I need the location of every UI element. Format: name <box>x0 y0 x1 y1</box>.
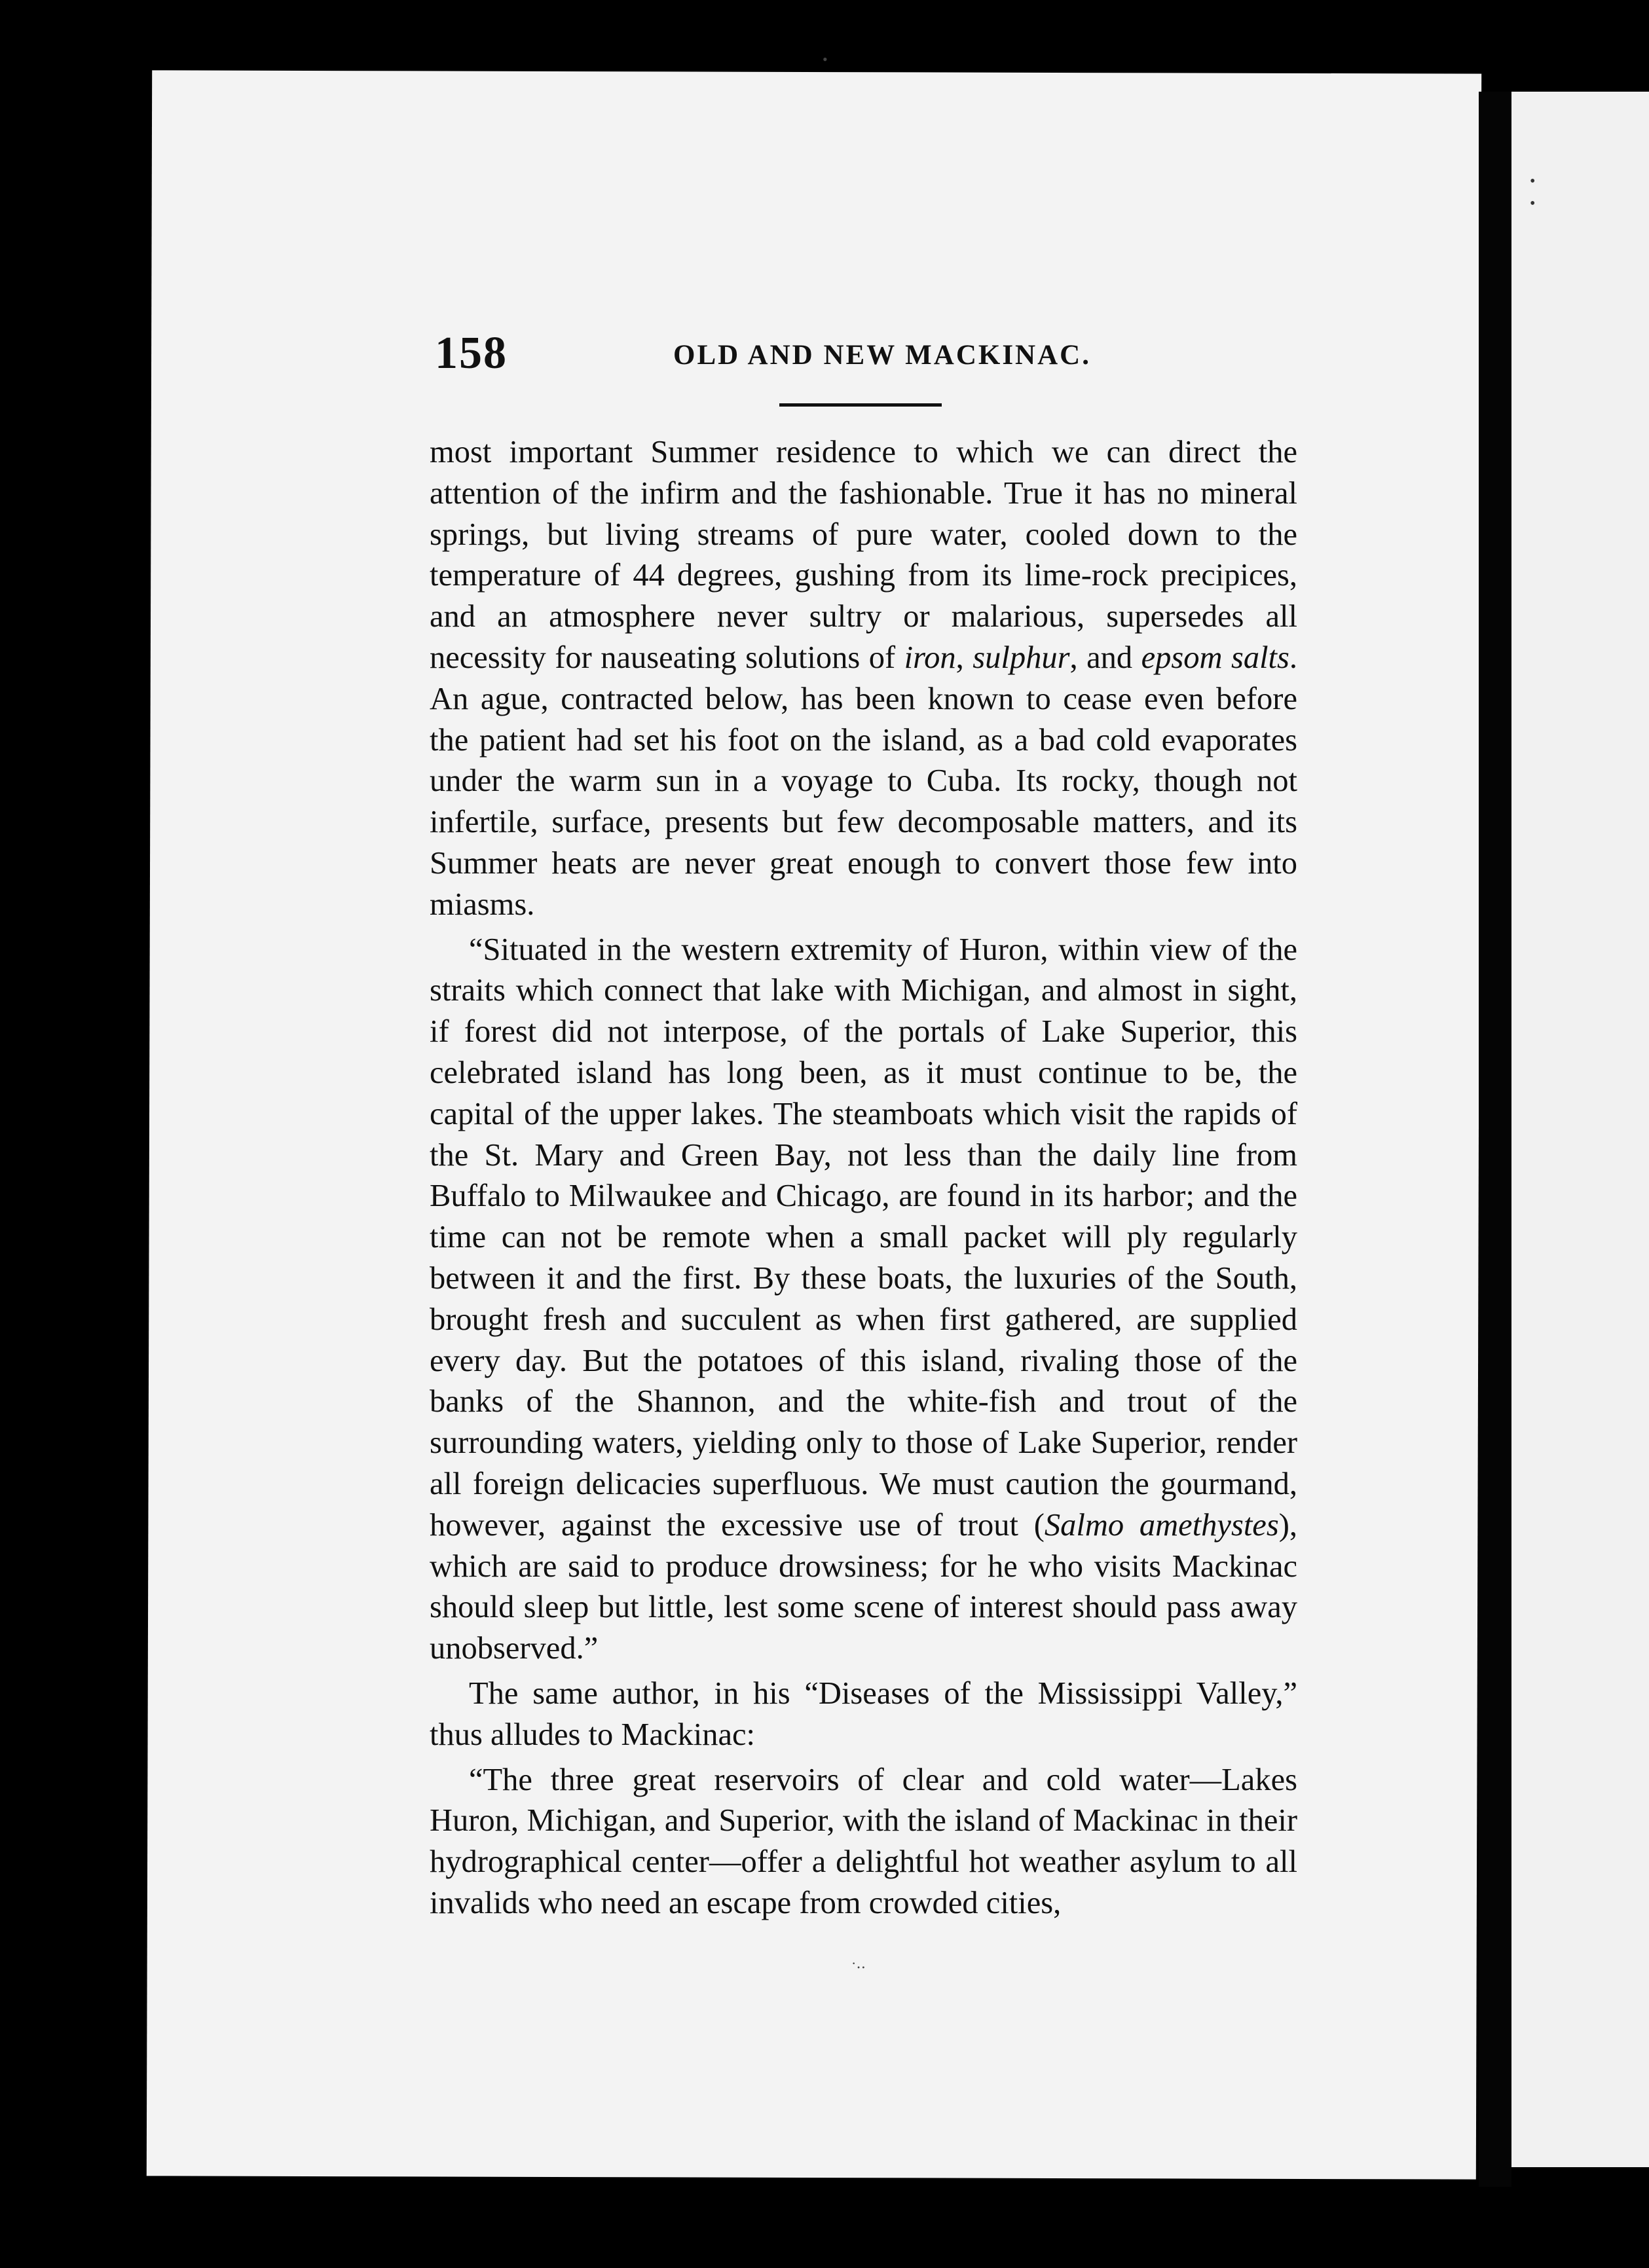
paragraph-text: most important Summer residence to which we can direct the attention of the infirm and the fashionable. True it has no mineral springs, but living streams of pure water, cooled down to the temperature of 44 degrees, gushing from its lime-rock precipices, and an atmosphere never sultry or malarious, supersedes all necessity for nauseating solutions of <box>430 435 1297 675</box>
paragraph-quote-situated <box>430 930 1297 1670</box>
italic-term: sulphur <box>973 640 1070 675</box>
italic-term: epsom salts <box>1141 640 1289 675</box>
paragraph-quote-reservoirs <box>430 1760 1297 1924</box>
paragraph-text: “The three great reservoirs of clear and cold water—Lakes Huron, Michigan, and Superior, with the island of Mackinac in their hydrographical center—offer a delightful hot weather asylum to all invalids who need an escape from crowded cities, <box>430 1762 1297 1920</box>
page-body <box>430 432 1297 1924</box>
italic-term: iron <box>904 640 956 675</box>
adjacent-page-speck: • • <box>1530 173 1536 212</box>
paragraph-text: , <box>955 640 973 675</box>
paragraph-text: . An ague, contracted below, has been known to cease even before the patient had set his foot on the island, as a bad cold evaporates under the warm sun in a voyage to Cuba. Its rocky, though not infertile, surface, presents but few decomposable matters, and its Summer heats are never great enough to convert those few into miasms. <box>430 640 1298 922</box>
paragraph-text: The same author, in his “Diseases of the Mississippi Valley,” thus alludes to Mackinac: <box>430 1675 1297 1752</box>
header-rule <box>779 403 942 407</box>
paragraph-continuation <box>430 432 1297 926</box>
adjacent-page-edge <box>1511 92 1649 2167</box>
scan-speck-bottom: ·‥ <box>851 1955 866 1971</box>
scan-speck-top: • <box>823 51 828 67</box>
running-head <box>280 327 1289 380</box>
running-title: OLD AND NEW MACKINAC. <box>673 340 1091 371</box>
paragraph-text: “Situated in the western extremity of Huron, within view of the straits which connect that lake with Michigan, and almost in sight, if forest did not interpose, of the portals of Lake Superior, this celebrated island has long been, as it must continue to be, the capital of the upper lakes. The steamboats which visit the rapids of the St. Mary and Green Bay, not less than the daily line from Buffalo to Milwaukee and Chicago, are found in its harbor; and the time can not be remote when a small packet will ply regularly between it and the first. By these boats, the luxuries of the South, brought fresh and succulent as when first gathered, are supplied every day. But the potatoes of this island, rivaling those of the banks of the Shannon, and the white-fish and trout of the surrounding waters, yielding only to those of Lake Superior, render all foreign delicacies superfluous. We must caution the gourmand, however, against the excessive use of trout ( <box>430 932 1297 1543</box>
paragraph-text: ), which are said to produce drowsiness; for he who visits Mackinac should sleep but little, lest some scene of interest should pass away unobserved.” <box>430 1507 1297 1666</box>
book-gutter <box>1479 92 1511 2187</box>
paragraph-text: , and <box>1069 640 1141 675</box>
italic-species-name: Salmo amethystes <box>1044 1507 1279 1543</box>
paragraph-same-author <box>430 1674 1297 1756</box>
page-number: 158 <box>435 328 508 378</box>
